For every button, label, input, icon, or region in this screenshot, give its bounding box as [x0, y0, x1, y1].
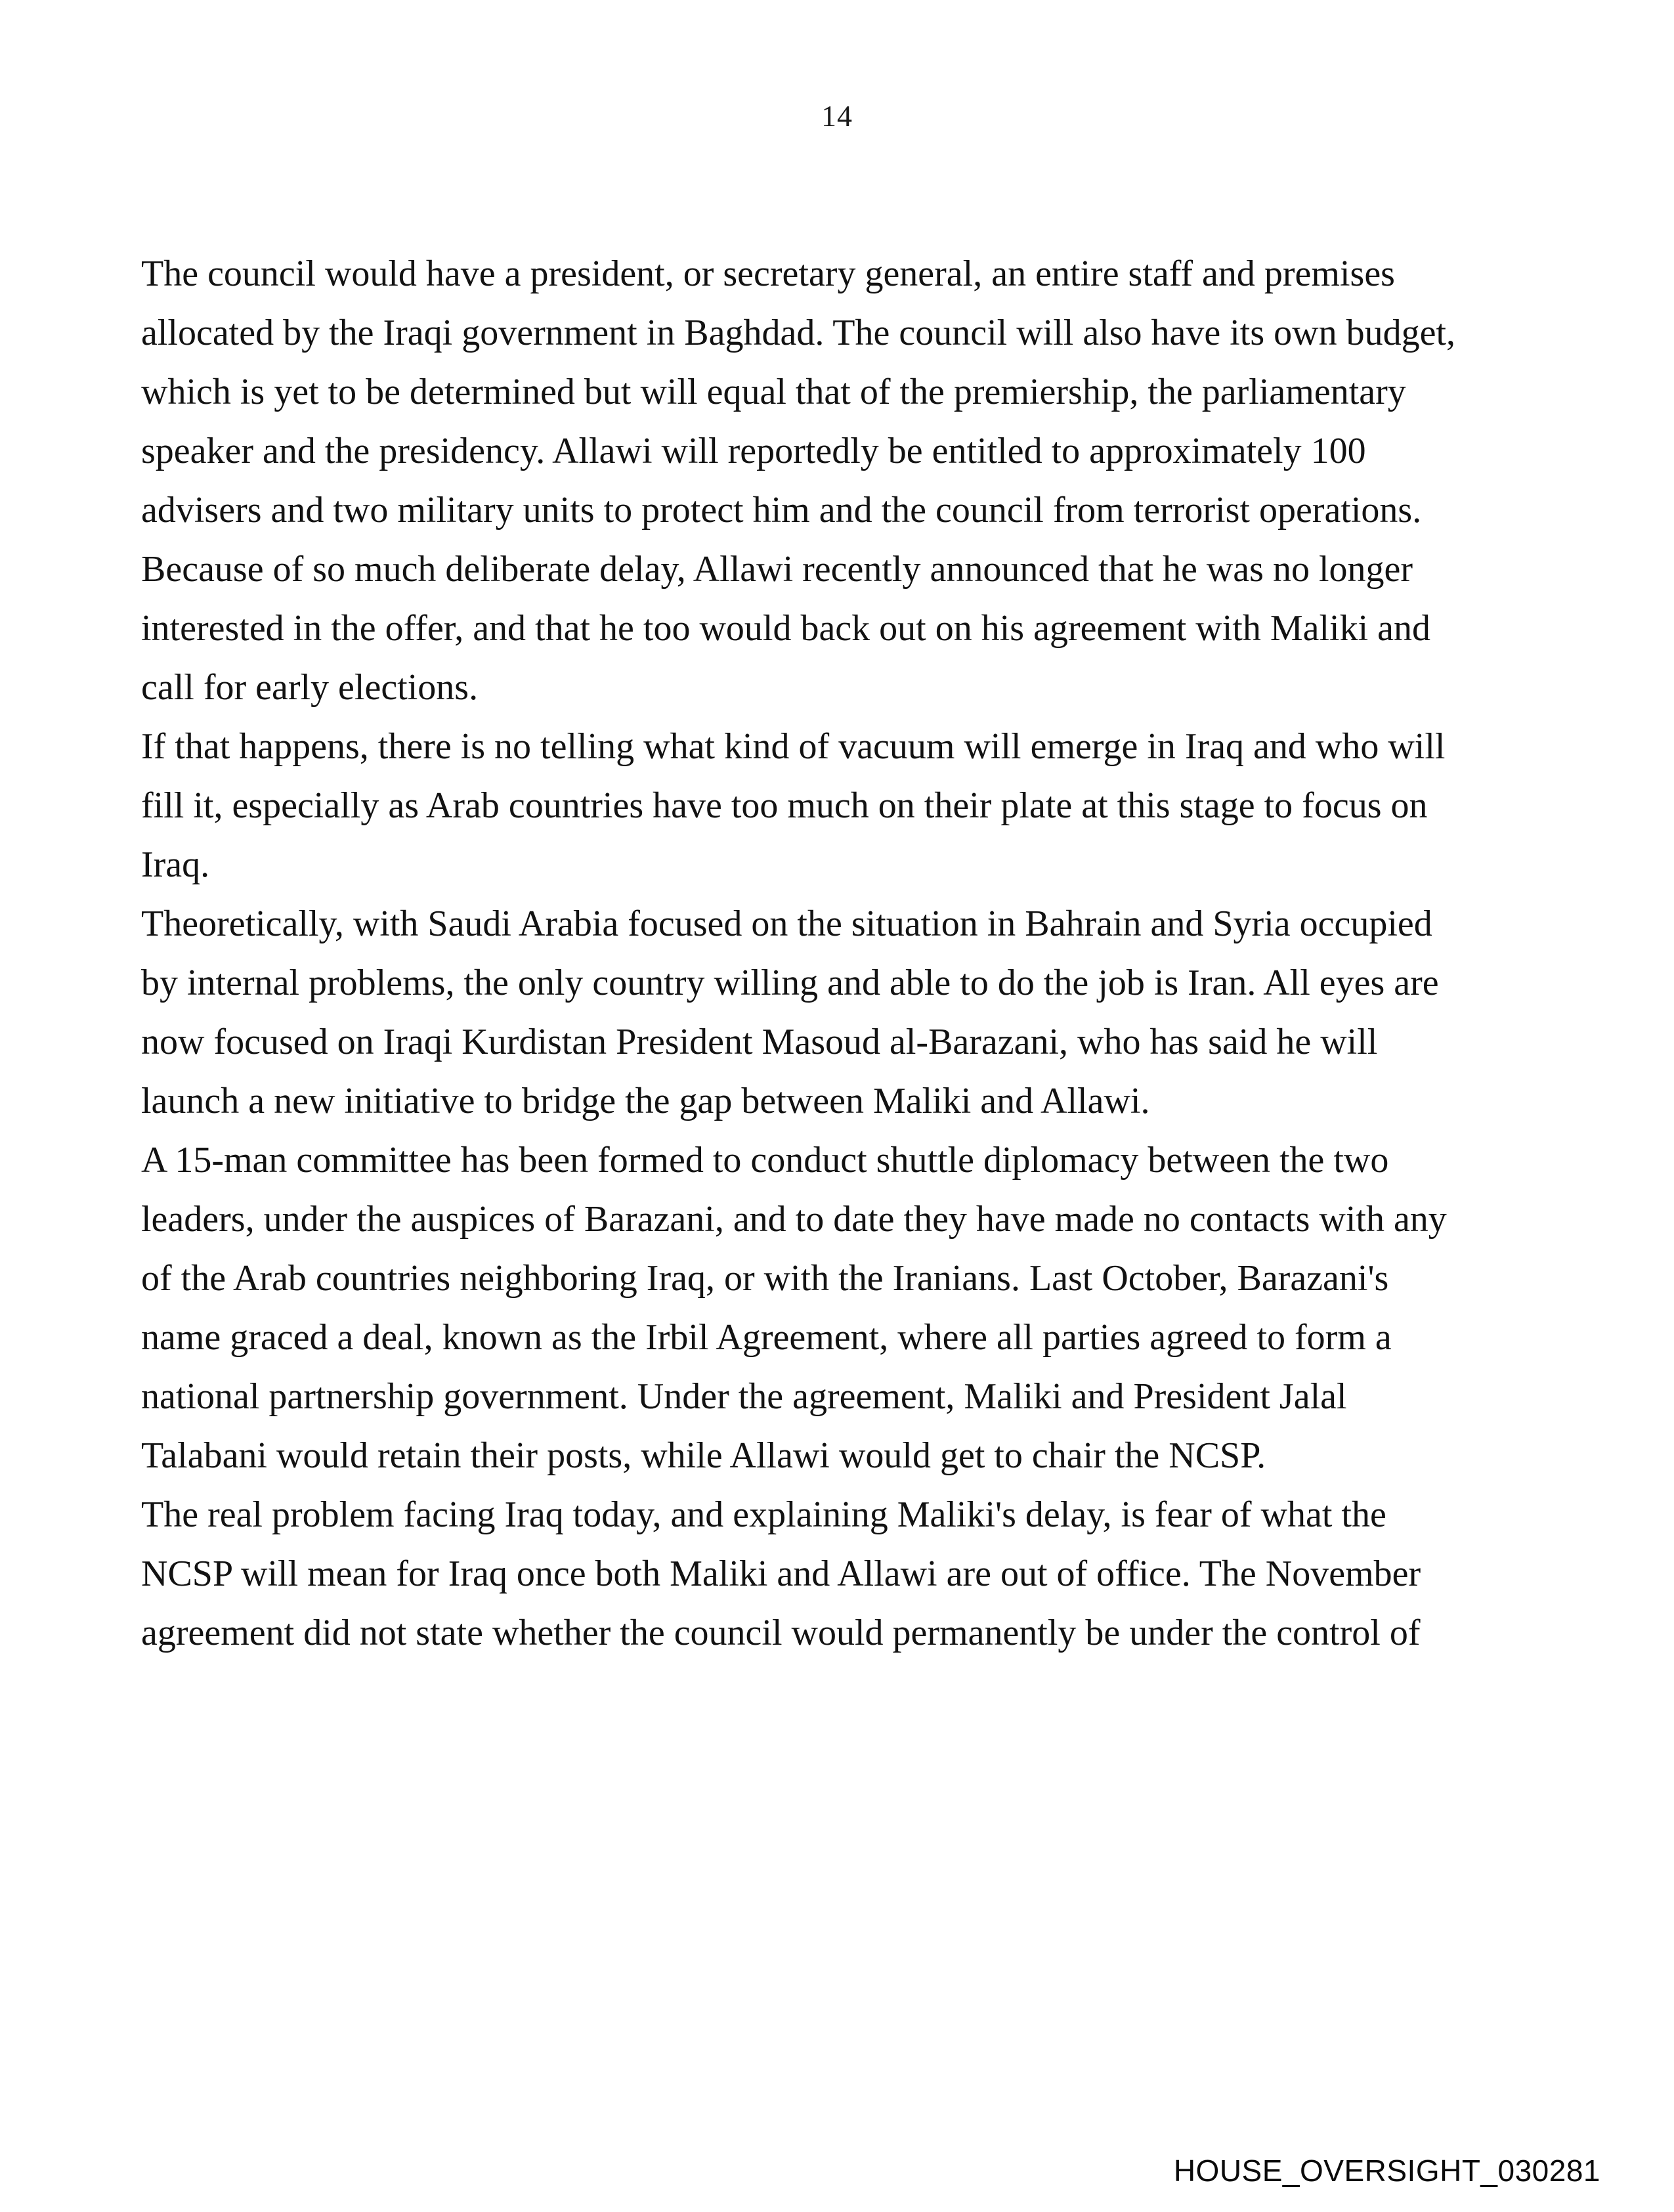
page-number: 14 [821, 99, 853, 133]
paragraph-4: Theoretically, with Saudi Arabia focused on the situation in Bahrain and Syria occupied by internal problems, the only country willing and able to do the job is Iran. All eyes are now focused on Iraqi Kurdistan President Masoud al-Barazani, who has said he will launch a new initiative to bridge the gap between Maliki and Allawi. [141, 903, 1439, 1121]
paragraph-2: Because of so much deliberate delay, Allawi recently announced that he was no longer interested in the offer, and that he too would back out on his agreement with Maliki and call for early elections. [141, 549, 1430, 708]
bates-stamp: HOUSE_OVERSIGHT_030281 [1173, 2154, 1600, 2188]
paragraph-6: The real problem facing Iraq today, and explaining Maliki's delay, is fear of what the NCSP will mean for Iraq once both Maliki and Allawi are out of office. The November agreement did not state whether the council would permanently be under the control of [141, 1494, 1421, 1653]
paragraph-5: A 15-man committee has been formed to conduct shuttle diplomacy between the two leaders, under the auspices of Barazani, and to date they have made no contacts with any of the Arab countries neighboring Iraq, or with the Iranians. Last October, Barazani's name graced a deal, known as the Irbil Agreement, where all parties agreed to form a national partnership government. Under the agreement, Maliki and President Jalal Talabani would retain their posts, while Allawi would get to chair the NCSP. [141, 1140, 1447, 1476]
document-body [141, 244, 1464, 1662]
paragraph-3: If that happens, there is no telling what kind of vacuum will emerge in Iraq and who will fill it, especially as Arab countries have too much on their plate at this stage to focus on Iraq. [141, 726, 1446, 885]
paragraph-1: The council would have a president, or secretary general, an entire staff and premises allocated by the Iraqi government in Baghdad. The council will also have its own budget, which is yet to be determined but will equal that of the premiership, the parliamentary speaker and the presidency. Allawi will reportedly be entitled to approximately 100 advisers and two military units to protect him and the council from terrorist operations. [141, 253, 1455, 531]
